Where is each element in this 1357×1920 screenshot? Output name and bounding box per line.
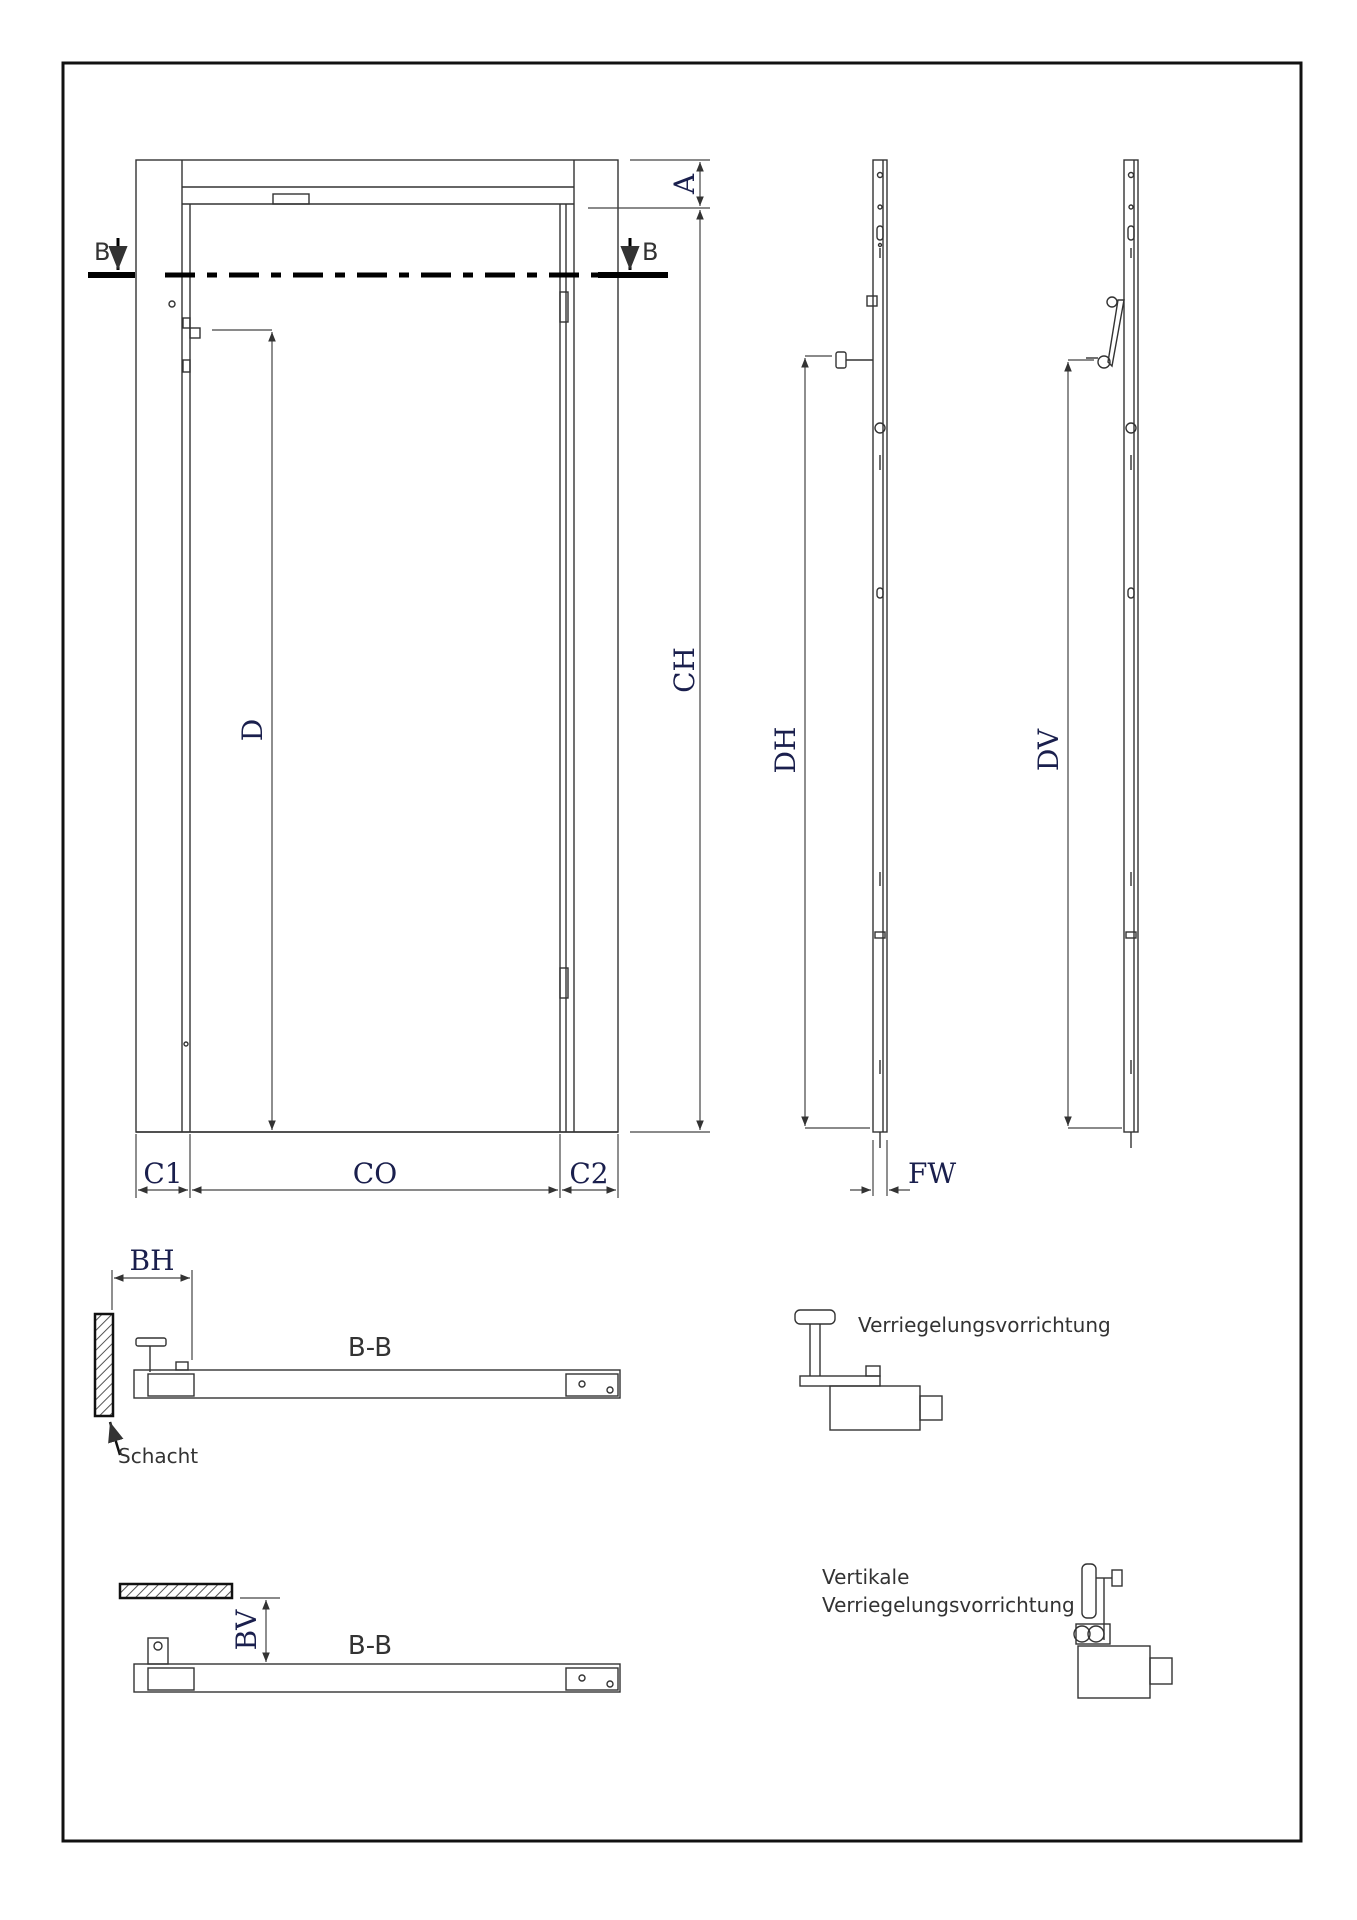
section-mark-right: B [642,238,659,266]
dimension-label-dv: DV [1032,728,1065,772]
section-cut-line [88,238,668,275]
section-mark-left: B [94,238,111,266]
shaft-wall [95,1314,113,1416]
dimension-label-bh: BH [129,1244,175,1277]
vertical-lock-device-detail [1074,1564,1172,1698]
vertical-lock-label-line2: Verriegelungsvorrichtung [822,1593,1075,1617]
dimension-dh [805,356,870,1128]
dimension-label-dh: DH [769,726,802,774]
dimension-label-c2: C2 [569,1157,609,1190]
dimension-label-co: CO [352,1157,398,1190]
dimension-fw [850,1140,910,1196]
dimension-label-bv: BV [230,1609,263,1651]
dimension-dv [1068,360,1122,1128]
front-view-frame [136,160,618,1132]
wall-slab [120,1584,232,1598]
vertical-lock-label-line1: Vertikale [822,1565,910,1589]
dimension-label-a: A [668,173,701,195]
side-view-horizontal-lock [836,160,887,1148]
dimension-label-c1: C1 [143,1157,183,1190]
dimension-label-ch: CH [668,647,701,693]
section-label-bb-1: B-B [347,1333,393,1363]
lock-device-label: Verriegelungsvorrichtung [858,1313,1111,1337]
side-view-vertical-lock [1086,160,1138,1148]
dimension-label-d: D [236,718,269,742]
dimension-label-fw: FW [908,1157,957,1190]
section-label-bb-2: B-B [347,1631,393,1661]
shaft-label: Schacht [118,1444,199,1468]
section-horizontal [95,1314,620,1416]
